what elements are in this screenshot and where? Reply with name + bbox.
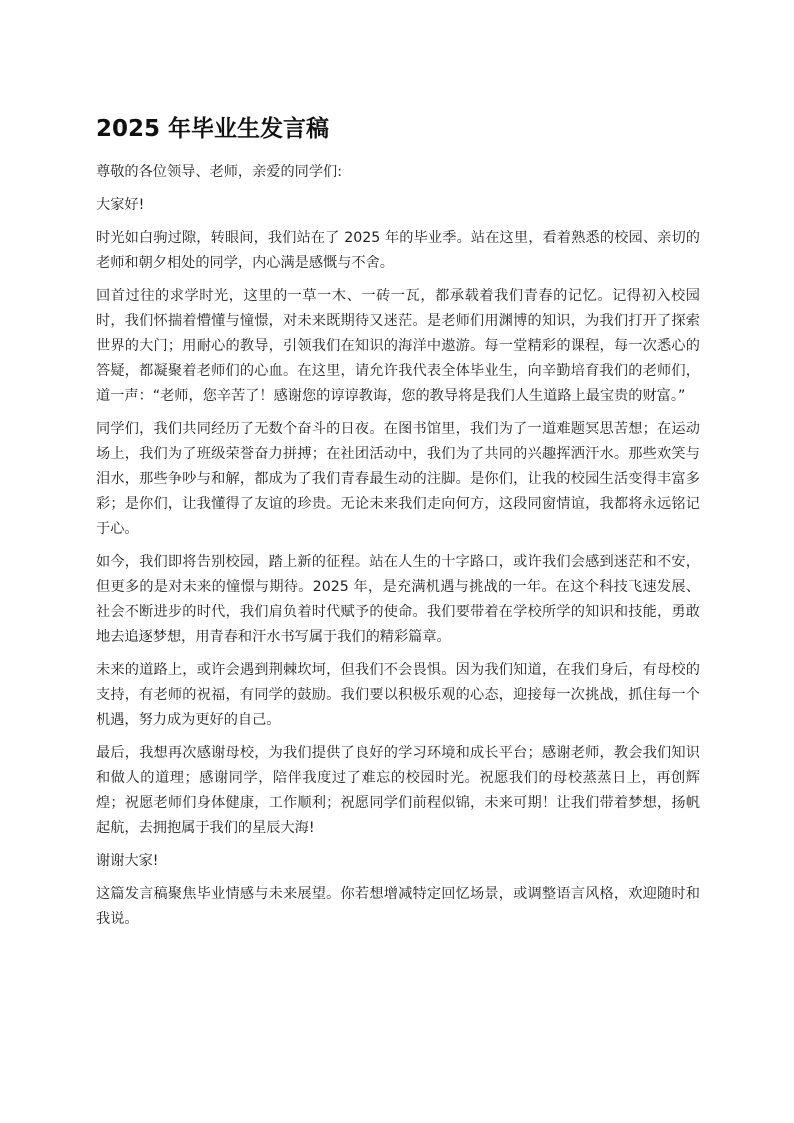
paragraph-road-ahead: 未来的道路上，或许会遇到荆棘坎坷，但我们不会畏惧。因为我们知道，在我们身后，有母校的支持，有老师的祝福，有同学的鼓励。我们要以积极乐观的心态，迎接每一次挑战，抓住每一个机遇，努力成为更好的自己。 (96, 661, 700, 728)
paragraph-intro: 时光如白驹过隙，转眼间，我们站在了 2025 年的毕业季。站在这里，看着熟悉的校园、亲切的老师和朝夕相处的同学，内心满是感慨与不舍。 (96, 229, 700, 271)
paragraph-closing-thanks: 最后，我想再次感谢母校，为我们提供了良好的学习环境和成长平台；感谢老师，教会我们知识和做人的道理；感谢同学，陪伴我度过了难忘的校园时光。祝愿我们的母校蒸蒸日上，再创辉煌；祝愿老师们身体健康，工作顺利；祝愿同学们前程似锦，未来可期！让我们带着梦想，扬帆起航，去拥抱属于我们的星辰大海! (96, 744, 700, 836)
paragraph-thank-you: 谢谢大家! (96, 852, 159, 869)
paragraph-teachers: 回首过往的求学时光，这里的一草一木、一砖一瓦，都承载着我们青春的记忆。记得初入校园时，我们怀揣着懵懂与憧憬，对未来既期待又迷茫。是老师们用渊博的知识，为我们打开了探索世界的大门；用耐心的教导，引领我们在知识的海洋中遨游。每一堂精彩的课程，每一次悉心的答疑，都凝聚着老师们的心血。在这里，请允许我代表全体毕业生，向辛勤培育我们的老师们，道一声：“老师，您辛苦了！感谢您的谆谆教诲，您的教导将是我们人生道路上最宝贵的财富。” (96, 287, 700, 404)
greeting-hello: 大家好! (96, 196, 145, 213)
document-title: 2025 年毕业生发言稿 (96, 116, 330, 142)
paragraph-classmates: 同学们，我们共同经历了无数个奋斗的日夜。在图书馆里，我们为了一道难题冥思苦想；在运动场上，我们为了班级荣誉奋力拼搏；在社团活动中，我们为了共同的兴趣挥洒汗水。那些欢笑与泪水，那些争吵与和解，都成为了我们青春最生动的注脚。是你们，让我的校园生活变得丰富多彩；是你们，让我懂得了友谊的珍贵。无论未来我们走向何方，这段同窗情谊，我都将永远铭记于心。 (96, 420, 700, 537)
document-page (96, 116, 700, 940)
paragraph-future: 如今，我们即将告别校园，踏上新的征程。站在人生的十字路口，或许我们会感到迷茫和不安，但更多的是对未来的憧憬与期待。2025 年，是充满机遇与挑战的一年。在这个科技飞速发展、社会不断进步的时代，我们肩负着时代赋予的使命。我们要带着在学校所学的知识和技能，勇敢地去追逐梦想，用青春和汗水书写属于我们的精彩篇章。 (96, 553, 700, 645)
greeting-salutation: 尊敬的各位领导、老师，亲爱的同学们: (96, 163, 342, 180)
paragraph-note: 这篇发言稿聚焦毕业情感与未来展望。你若想增减特定回忆场景，或调整语言风格，欢迎随时和我说。 (96, 885, 700, 927)
